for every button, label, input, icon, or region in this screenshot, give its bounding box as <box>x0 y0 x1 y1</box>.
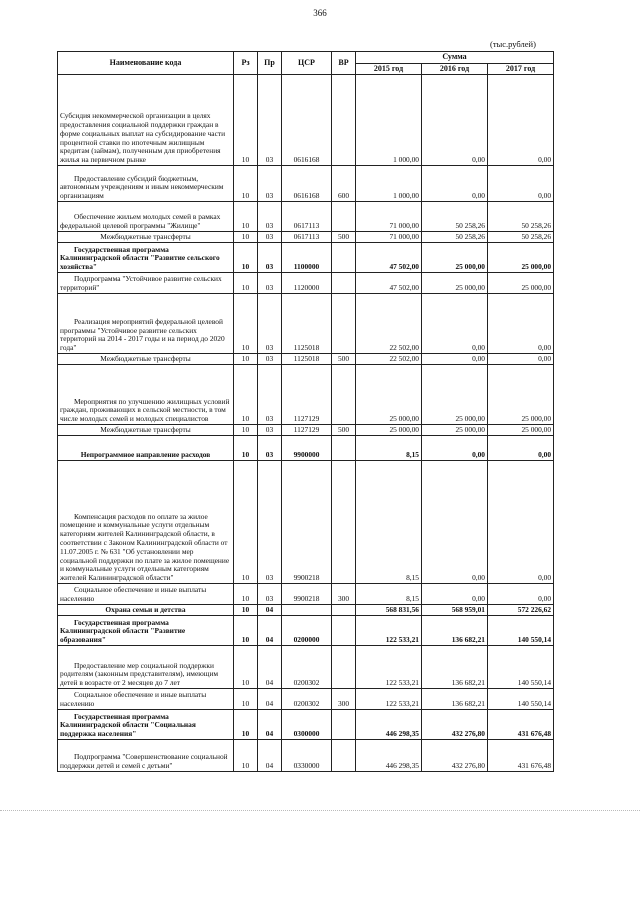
scan-artifact-line <box>0 810 640 813</box>
row-name: Охрана семьи и детства <box>58 605 234 616</box>
row-name: Предоставление субсидий бюджетным, автономным учреждениям и иным некоммерческим организациям <box>58 166 234 202</box>
row-pr: 03 <box>258 354 282 365</box>
row-rz: 10 <box>234 294 258 354</box>
row-2017: 0,00 <box>488 294 554 354</box>
row-2015: 25 000,00 <box>356 365 422 425</box>
row-csr <box>282 605 332 616</box>
row-pr: 03 <box>258 425 282 436</box>
row-2015: 568 831,56 <box>356 605 422 616</box>
table-row <box>58 354 554 365</box>
row-rz: 10 <box>234 584 258 605</box>
row-2017: 25 000,00 <box>488 243 554 273</box>
row-vr <box>332 605 356 616</box>
row-rz: 10 <box>234 75 258 166</box>
row-name: Подпрограмма "Совершенствование социальной поддержки детей и семей с детьми" <box>58 740 234 772</box>
row-csr: 9900218 <box>282 584 332 605</box>
row-csr: 0200302 <box>282 689 332 710</box>
row-csr: 1127129 <box>282 365 332 425</box>
row-2017: 25 000,00 <box>488 425 554 436</box>
row-vr <box>332 273 356 294</box>
table-row <box>58 710 554 740</box>
row-rz: 10 <box>234 166 258 202</box>
header-name: Наименование кода <box>58 52 234 75</box>
row-2017: 0,00 <box>488 584 554 605</box>
row-vr <box>332 461 356 584</box>
row-vr <box>332 294 356 354</box>
row-2015: 446 298,35 <box>356 740 422 772</box>
row-2015: 47 502,00 <box>356 243 422 273</box>
row-2016: 136 682,21 <box>422 646 488 689</box>
row-2016: 568 959,01 <box>422 605 488 616</box>
row-csr: 1127129 <box>282 425 332 436</box>
row-2015: 22 502,00 <box>356 354 422 365</box>
row-csr: 0616168 <box>282 166 332 202</box>
row-2017: 0,00 <box>488 436 554 461</box>
table-row <box>58 689 554 710</box>
row-rz: 10 <box>234 605 258 616</box>
row-pr: 03 <box>258 365 282 425</box>
header-2017: 2017 год <box>488 64 554 75</box>
table-row <box>58 584 554 605</box>
table-row <box>58 202 554 232</box>
row-2015: 47 502,00 <box>356 273 422 294</box>
row-2017: 140 550,14 <box>488 689 554 710</box>
row-2015: 8,15 <box>356 584 422 605</box>
row-pr: 04 <box>258 616 282 646</box>
row-rz: 10 <box>234 425 258 436</box>
row-rz: 10 <box>234 354 258 365</box>
header-2016: 2016 год <box>422 64 488 75</box>
row-2017: 140 550,14 <box>488 646 554 689</box>
row-csr: 1125018 <box>282 354 332 365</box>
row-2017: 25 000,00 <box>488 365 554 425</box>
row-pr: 04 <box>258 605 282 616</box>
row-name: Социальное обеспечение и иные выплаты населению <box>58 689 234 710</box>
table-row <box>58 616 554 646</box>
row-vr: 500 <box>332 232 356 243</box>
header-2015: 2015 год <box>356 64 422 75</box>
row-2016: 0,00 <box>422 436 488 461</box>
row-2016: 432 276,80 <box>422 740 488 772</box>
row-2016: 0,00 <box>422 584 488 605</box>
row-2017: 0,00 <box>488 166 554 202</box>
table-row <box>58 646 554 689</box>
row-2015: 122 533,21 <box>356 616 422 646</box>
row-rz: 10 <box>234 740 258 772</box>
row-2017: 50 258,26 <box>488 202 554 232</box>
table-row <box>58 166 554 202</box>
budget-table <box>57 51 554 772</box>
row-2016: 25 000,00 <box>422 425 488 436</box>
row-csr: 0200000 <box>282 616 332 646</box>
row-vr <box>332 365 356 425</box>
row-2015: 25 000,00 <box>356 425 422 436</box>
row-name: Межбюджетные трансферты <box>58 425 234 436</box>
row-rz: 10 <box>234 202 258 232</box>
row-vr: 500 <box>332 354 356 365</box>
row-2017: 0,00 <box>488 75 554 166</box>
row-2016: 0,00 <box>422 461 488 584</box>
row-csr: 0617113 <box>282 202 332 232</box>
table-row <box>58 294 554 354</box>
row-vr: 300 <box>332 584 356 605</box>
row-csr: 1120000 <box>282 273 332 294</box>
header-csr: ЦСР <box>282 52 332 75</box>
row-pr: 03 <box>258 294 282 354</box>
row-2015: 122 533,21 <box>356 689 422 710</box>
row-name: Межбюджетные трансферты <box>58 354 234 365</box>
row-rz: 10 <box>234 646 258 689</box>
row-rz: 10 <box>234 710 258 740</box>
row-name: Непрограммное направление расходов <box>58 436 234 461</box>
row-vr <box>332 646 356 689</box>
row-name: Государственная программа Калининградской области "Развитие сельского хозяйства" <box>58 243 234 273</box>
table-row <box>58 75 554 166</box>
row-2015: 8,15 <box>356 436 422 461</box>
row-pr: 03 <box>258 202 282 232</box>
row-2015: 446 298,35 <box>356 710 422 740</box>
row-rz: 10 <box>234 461 258 584</box>
row-pr: 03 <box>258 273 282 294</box>
row-name: Мероприятия по улучшению жилищных условий граждан, проживающих в сельской местности, в том числе молодых семей и молодых специалистов <box>58 365 234 425</box>
table-row <box>58 273 554 294</box>
row-rz: 10 <box>234 689 258 710</box>
row-2017: 25 000,00 <box>488 273 554 294</box>
row-pr: 03 <box>258 232 282 243</box>
row-name: Обеспечение жильем молодых семей в рамках федеральной целевой программы "Жилище" <box>58 202 234 232</box>
header-pr: Пр <box>258 52 282 75</box>
row-2016: 25 000,00 <box>422 273 488 294</box>
row-2017: 140 550,14 <box>488 616 554 646</box>
header-sum: Сумма <box>356 52 554 64</box>
row-2016: 136 682,21 <box>422 689 488 710</box>
row-2017: 572 226,62 <box>488 605 554 616</box>
row-csr: 0200302 <box>282 646 332 689</box>
row-rz: 10 <box>234 616 258 646</box>
row-name: Субсидия некоммерческой организации в целях предоставления социальной поддержки граждан в форме социальных выплат на субсидирование части процентной ставки по ипотечным жилищным кредитам (займам), полученным для приобретения жилья на первичном рынке <box>58 75 234 166</box>
row-2015: 71 000,00 <box>356 202 422 232</box>
row-rz: 10 <box>234 365 258 425</box>
row-2015: 122 533,21 <box>356 646 422 689</box>
row-2017: 431 676,48 <box>488 710 554 740</box>
row-name: Компенсация расходов по оплате за жилое помещение и коммунальные услуги отдельным категориям жителей Калининградской области, в соответствии с Законом Калининградской области от 11.07.2005 г. № 631 "Об установлении мер социальной поддержки по плате за жилое помещение и коммунальные услуги отдельным категориям жителей Калининградской области" <box>58 461 234 584</box>
row-vr <box>332 740 356 772</box>
row-vr <box>332 202 356 232</box>
row-pr: 03 <box>258 166 282 202</box>
row-csr: 0330000 <box>282 740 332 772</box>
row-2017: 50 258,26 <box>488 232 554 243</box>
row-2017: 0,00 <box>488 354 554 365</box>
row-pr: 04 <box>258 740 282 772</box>
table-row <box>58 232 554 243</box>
row-2016: 136 682,21 <box>422 616 488 646</box>
row-pr: 03 <box>258 584 282 605</box>
row-name: Государственная программа Калининградской области "Социальная поддержка населения" <box>58 710 234 740</box>
row-pr: 04 <box>258 646 282 689</box>
table-row <box>58 461 554 584</box>
row-2016: 0,00 <box>422 166 488 202</box>
row-csr: 9900218 <box>282 461 332 584</box>
row-2017: 431 676,48 <box>488 740 554 772</box>
table-row <box>58 740 554 772</box>
row-2016: 50 258,26 <box>422 232 488 243</box>
row-2016: 25 000,00 <box>422 243 488 273</box>
table-row <box>58 436 554 461</box>
row-rz: 10 <box>234 243 258 273</box>
row-pr: 03 <box>258 75 282 166</box>
header-rz: Рз <box>234 52 258 75</box>
row-vr <box>332 243 356 273</box>
row-csr: 1100000 <box>282 243 332 273</box>
row-pr: 04 <box>258 710 282 740</box>
row-name: Подпрограмма "Устойчивое развитие сельских территорий" <box>58 273 234 294</box>
row-2015: 22 502,00 <box>356 294 422 354</box>
row-2015: 1 000,00 <box>356 166 422 202</box>
row-2016: 25 000,00 <box>422 365 488 425</box>
row-csr: 0616168 <box>282 75 332 166</box>
row-pr: 03 <box>258 243 282 273</box>
row-vr: 300 <box>332 689 356 710</box>
row-2016: 0,00 <box>422 75 488 166</box>
row-2016: 0,00 <box>422 354 488 365</box>
row-2015: 8,15 <box>356 461 422 584</box>
row-rz: 10 <box>234 232 258 243</box>
row-vr: 600 <box>332 166 356 202</box>
row-vr <box>332 616 356 646</box>
page-number: 366 <box>313 8 327 18</box>
row-pr: 03 <box>258 436 282 461</box>
row-csr: 0617113 <box>282 232 332 243</box>
table-row <box>58 605 554 616</box>
row-vr <box>332 75 356 166</box>
table-row <box>58 425 554 436</box>
row-2015: 71 000,00 <box>356 232 422 243</box>
units-note: (тыс.рублей) <box>490 39 536 49</box>
row-2017: 0,00 <box>488 461 554 584</box>
row-name: Социальное обеспечение и иные выплаты населению <box>58 584 234 605</box>
row-2015: 1 000,00 <box>356 75 422 166</box>
row-name: Государственная программа Калининградской области "Развитие образования" <box>58 616 234 646</box>
row-2016: 50 258,26 <box>422 202 488 232</box>
row-name: Предоставление мер социальной поддержки родителям (законным представителям), имеющим детей в возрасте от 2 месяцев до 7 лет <box>58 646 234 689</box>
row-pr: 04 <box>258 689 282 710</box>
header-vr: ВР <box>332 52 356 75</box>
row-vr <box>332 710 356 740</box>
table-row <box>58 243 554 273</box>
row-rz: 10 <box>234 273 258 294</box>
table-row <box>58 365 554 425</box>
row-pr: 03 <box>258 461 282 584</box>
row-vr: 500 <box>332 425 356 436</box>
row-csr: 1125018 <box>282 294 332 354</box>
row-rz: 10 <box>234 436 258 461</box>
row-2016: 0,00 <box>422 294 488 354</box>
row-name: Реализация мероприятий федеральной целевой программы "Устойчивое развитие сельских территорий на 2014 - 2017 годы и на период до 2020 года" <box>58 294 234 354</box>
row-csr: 9900000 <box>282 436 332 461</box>
row-vr <box>332 436 356 461</box>
row-csr: 0300000 <box>282 710 332 740</box>
row-2016: 432 276,80 <box>422 710 488 740</box>
row-name: Межбюджетные трансферты <box>58 232 234 243</box>
